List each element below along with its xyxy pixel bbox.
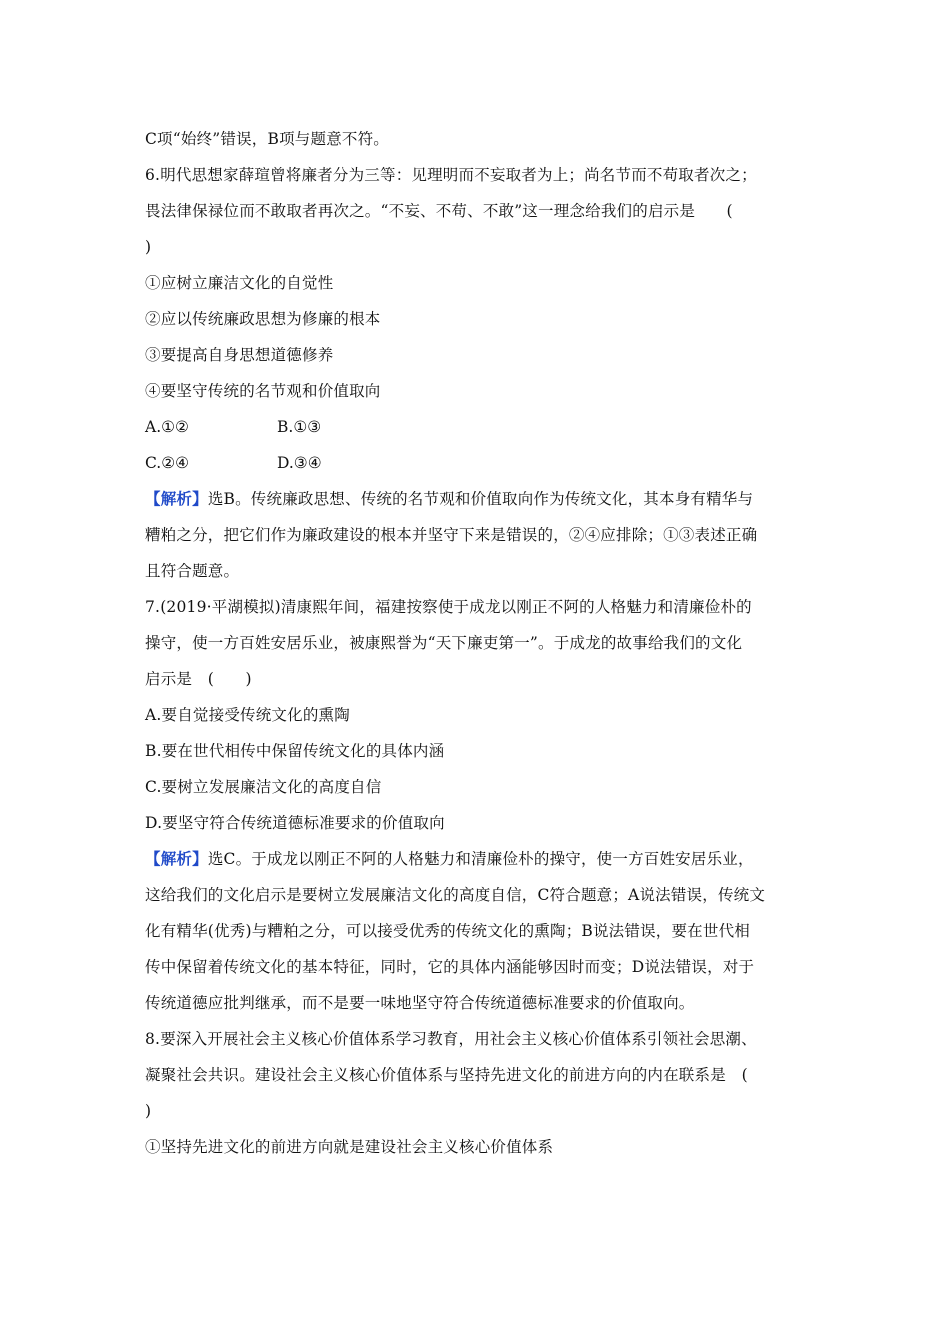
question-6 [145, 157, 815, 589]
q7-stem-line-3: 启示是 ( ) [145, 670, 252, 688]
q7-option-d: D.要坚守符合传统道德标准要求的价值取向 [145, 814, 445, 832]
q6-analysis-line-2: 糟粕之分，把它们作为廉政建设的根本并坚守下来是错误的，②④应排除；①③表述正确 [145, 526, 758, 544]
document-body [145, 121, 815, 1165]
question-7 [145, 589, 815, 1021]
q6-stem-line-2: 畏法律保禄位而不敢取者再次之。“不妄、不苟、不敢”这一理念给我们的启示是 ( [145, 202, 733, 220]
q7-analysis-tag: 【解析】 [145, 849, 208, 868]
q7-stem-line-2: 操守，使一方百姓安居乐业，被康熙誉为“天下廉吏第一”。于成龙的故事给我们的文化 [145, 634, 743, 652]
q8-statement-1: ①坚持先进文化的前进方向就是建设社会主义核心价值体系 [145, 1138, 554, 1156]
q7-analysis-text-1: 选C。于成龙以刚正不阿的人格魅力和清廉俭朴的操守，使一方百姓安居乐业， [207, 850, 754, 868]
q7-analysis-line-1 [145, 841, 815, 877]
q8-stem-line-3: ) [145, 1102, 152, 1120]
q7-analysis-line-3: 化有精华(优秀)与糟粕之分，可以接受优秀的传统文化的熏陶；B说法错误，要在世代相 [145, 922, 750, 940]
q6-statement-4: ④要坚守传统的名节观和价值取向 [145, 382, 381, 400]
q7-option-a: A.要自觉接受传统文化的熏陶 [145, 706, 350, 724]
q7-analysis-line-4: 传中保留着传统文化的基本特征，同时，它的具体内涵能够因时而变；D说法错误，对于 [145, 958, 755, 976]
q6-option-b: B.①③ [277, 418, 322, 436]
q6-analysis-text-1: 选B。传统廉政思想、传统的名节观和价值取向作为传统文化，其本身有精华与 [207, 490, 754, 508]
q6-analysis-line-1 [145, 481, 815, 517]
question-8 [145, 1021, 815, 1165]
q6-statement-3: ③要提高自身思想道德修养 [145, 346, 334, 364]
q6-analysis-tag: 【解析】 [145, 489, 208, 508]
q6-stem-line-3: ) [145, 238, 152, 256]
q6-option-a: A.①② [145, 418, 189, 436]
q5-answer-tail: C项“始终”错误，B项与题意不符。 [145, 130, 389, 148]
q7-analysis-line-2: 这给我们的文化启示是要树立发展廉洁文化的高度自信，C符合题意；A说法错误，传统文 [145, 886, 766, 904]
q7-stem-line-1: 7.(2019·平湖模拟)清康熙年间，福建按察使于成龙以刚正不阿的人格魅力和清廉俭朴的 [145, 598, 752, 616]
q7-option-c: C.要树立发展廉洁文化的高度自信 [145, 778, 382, 796]
q8-stem-line-1: 8.要深入开展社会主义核心价值体系学习教育，用社会主义核心价值体系引领社会思潮、 [145, 1030, 757, 1048]
q6-option-c: C.②④ [145, 454, 190, 472]
q6-statement-1: ①应树立廉洁文化的自觉性 [145, 274, 334, 292]
q7-option-b: B.要在世代相传中保留传统文化的具体内涵 [145, 742, 445, 760]
q6-statement-2: ②应以传统廉政思想为修廉的根本 [145, 310, 381, 328]
q6-options-row-1 [145, 409, 815, 445]
q6-option-d: D.③④ [277, 454, 322, 472]
q7-analysis-line-5: 传统道德应批判继承，而不是要一味地坚守符合传统道德标准要求的价值取向。 [145, 994, 695, 1012]
q6-options-row-2 [145, 445, 815, 481]
q6-stem-line-1: 6.明代思想家薛瑄曾将廉者分为三等：见理明而不妄取者为上；尚名节而不苟取者次之； [145, 166, 757, 184]
q8-stem-line-2: 凝聚社会共识。建设社会主义核心价值体系与坚持先进文化的前进方向的内在联系是 ( [145, 1066, 748, 1084]
q6-analysis-line-3: 且符合题意。 [145, 562, 240, 580]
